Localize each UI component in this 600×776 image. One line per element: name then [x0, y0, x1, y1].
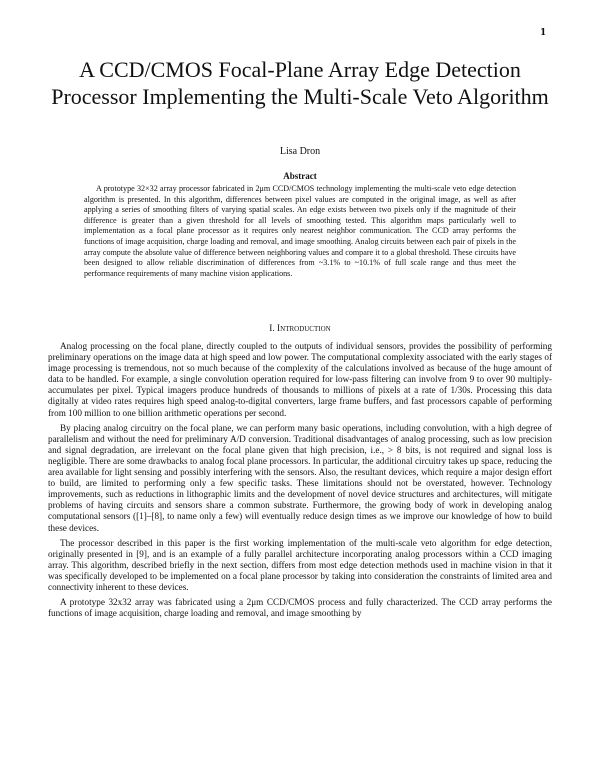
page-number: 1 — [540, 28, 547, 38]
paragraph: Analog processing on the focal plane, directly coupled to the outputs of individual sensors, provides the possibility of performing preliminary operations on the image data at high speed and low power. The computational complexity associated with the early stages of image processing is tremendous, not so much because of the complexity of the calculations involved as because of the huge amount of data to be handled. For example, a single convolution operation required for low-pass filtering can involve from 9 to over 90 multiply-accumulates per pixel. Typical imagers produce hundreds of thousands to millions of pixels at a rate of 1/30s. Processing this data digitally at video rates requires high speed analog-to-digital converters, large frame buffers, and fast processors capable of performing from 100 million to one billion arithmetic operations per second. — [48, 341, 552, 418]
paragraph: By placing analog circuitry on the focal plane, we can perform many basic operations, including convolution, with a high degree of parallelism and without the need for preliminary A/D conversion. Traditional disadvantages of analog processing, such as low precision and signal degradation, are irrelevant on the focal plane given that high precision, i.e., > 8 bits, is not required and signal loss is negligible. There are some drawbacks to analog focal plane processors. In particular, the additional circuitry takes up space, reducing the area available for light sensing and possibly interfering with the sensors. Also, the resultant devices, which require a major design effort to build, are limited to performing only a few specific tasks. These limitations should not be overstated, however. Technology improvements, such as reductions in lithographic limits and the development of novel device structures and architectures, will mitigate problems of having circuits and sensors share a common substrate. Furthermore, the growing body of work in developing analog computational sensors ([1]–[8], to name only a few) will eventually reduce design times as we improve our knowledge of how to build these devices. — [48, 422, 552, 533]
section-heading: I. Introduction — [269, 324, 331, 334]
abstract-heading: Abstract — [283, 171, 317, 181]
author: Lisa Dron — [279, 146, 321, 157]
paragraph: A prototype 32x32 array was fabricated using a 2μm CCD/CMOS process and fully characterized. The CCD array performs the functions of image acquisition, charge loading and removal, and image smoothing by — [48, 597, 552, 619]
abstract-text: A prototype 32×32 array processor fabricated in 2μm CCD/CMOS technology implementing the multi-scale veto edge detection algorithm is presented. In this algorithm, differences between pixel values are computed in the original image, as well as after applying a series of smoothing filters of varying spatial scales. An edge exists between two pixels only if the magnitude of their difference is greater than a given threshold for all levels of smoothing tested. This algorithm maps particularly well to implementation as a focal plane processor as it requires only nearest neighbor communication. The CCD array performs the functions of image acquisition, charge loading and removal, and image smoothing. Analog circuits between each pair of pixels in the array compute the absolute value of difference between neighboring values and compare it to a global threshold. These circuits have been designed to allow reliable discrimination of differences from ~3.1% to ~10.1% of full scale range and thus meet the performance requirements of many machine vision applications. — [84, 184, 516, 278]
paragraph: The processor described in this paper is the first working implementation of the multi-scale veto algorithm for edge detection, originally presented in [9], and is an example of a fully parallel architecture incorporating analog processors within a CCD imaging array. This algorithm, described briefly in the next section, differs from most edge detection methods used in machine vision in that it was specifically developed to be implemented on a focal plane processor by taking into consideration the constraints of limited area and connectivity inherent to these devices. — [48, 537, 552, 592]
paper-title: A CCD/CMOS Focal-Plane Array Edge Detection Processor Implementing the Multi-Scale Veto Algorithm — [51, 57, 549, 109]
section-body — [48, 341, 552, 623]
